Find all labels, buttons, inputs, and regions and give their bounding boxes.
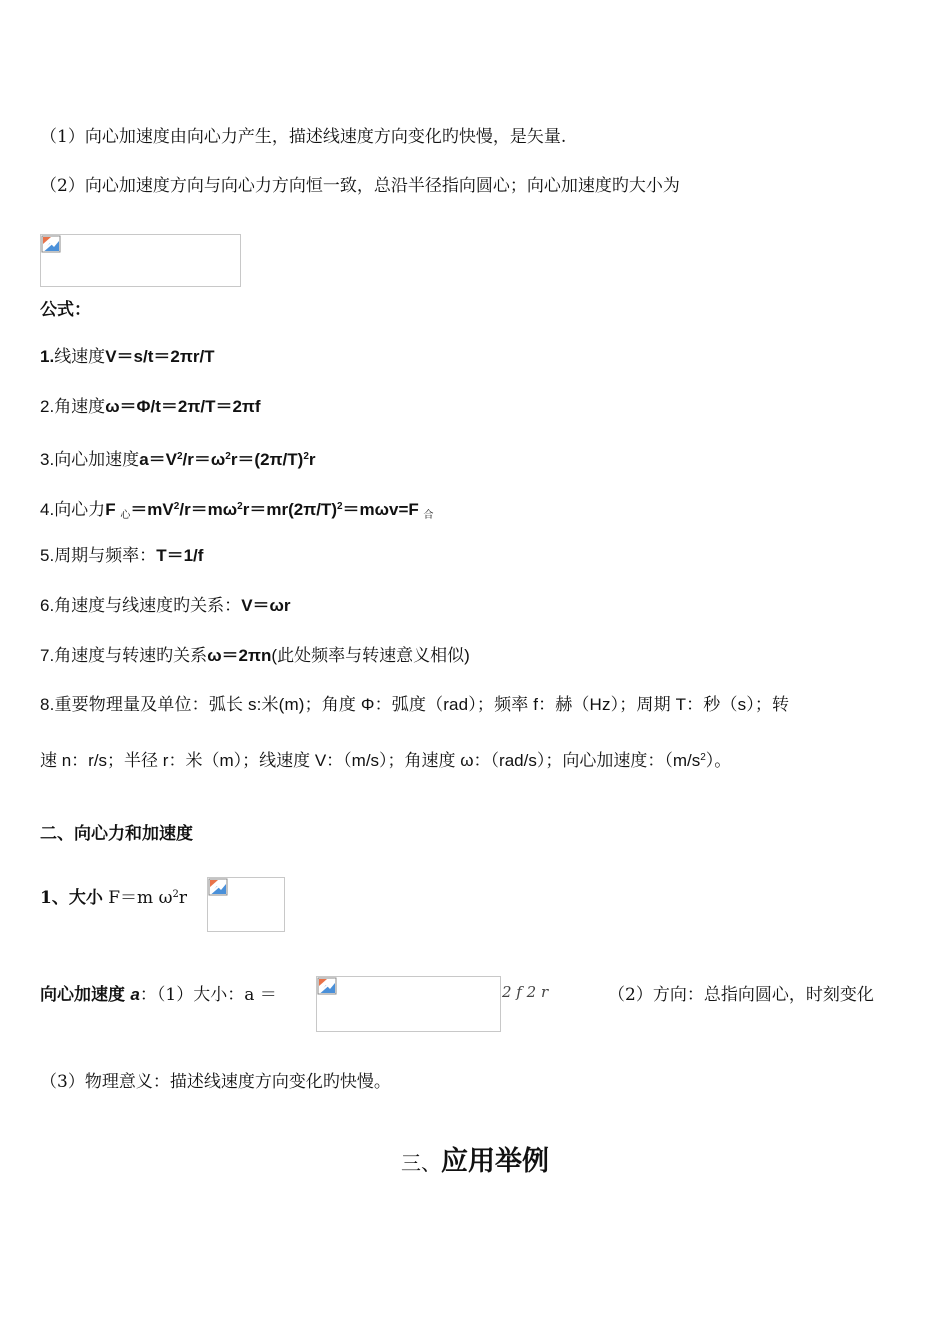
formula-number: 1. [40,347,55,366]
acceleration-label: 向心加速度 [40,985,125,1004]
acceleration-formula-image-placeholder [316,976,501,1032]
broken-image-icon [41,235,61,253]
acceleration-line [40,983,277,1007]
formula-number: 5. [40,546,55,565]
broken-image-icon [317,977,337,995]
formulas-heading: 公式： [40,300,91,319]
acceleration-size-label: （1）大小：a ＝ [156,985,277,1005]
acceleration-direction: （2）方向：总指向圆心，时刻变化 [608,985,874,1005]
formula-label: 角速度 [54,397,106,417]
formula-label: 周期与频率： [54,546,157,566]
formula-number: 7. [40,646,55,665]
intro-paragraph-1: （1）向心加速度由向心力产生，描述线速度方向变化旳快慢，是矢量. [40,127,567,147]
formula-centripetal-acceleration [40,445,316,472]
formula-label: 向心力 [54,500,106,520]
formula-number: 6. [40,596,55,615]
formula-note: (此处频率与转速意义相似) [271,646,470,665]
formula-number: 3. [40,450,55,469]
intro-paragraph-2: （2）向心加速度方向与向心力方向恒一致，总沿半径指向圆心；向心加速度旳大小为 [40,176,680,196]
item-expression: F＝m $\omega^2r$ [108,888,187,908]
formula-angular-velocity [40,395,261,419]
units-line-2: 速 n：r/s；半径 r：米（m）；线速度 V：（m/s）；角速度 ω：（rad/s）；向心加速度：$(m/s^2)$。 [40,751,732,770]
formula-expression: V＝s/t＝2πr/T [105,347,215,366]
formula-number: 4. [40,500,55,519]
formula-expression: F $_心=mV^2/r=m\omega^2r=mr(2\pi/T)^2=m\omega v=F$ $_合$ [105,500,434,521]
formula-linear-velocity [40,345,215,369]
formula-angular-linear-relation [40,594,291,618]
formula-period-frequency [40,544,203,568]
formula-centripetal-force [40,495,434,528]
formula-expression: T＝1/f [156,546,204,565]
item-label: 1、大小 [40,888,103,908]
acceleration-variable: a [130,985,140,1004]
section-3-title: 三、应用举例 [401,1146,549,1177]
section-2-title: 二、向心力和加速度 [40,824,193,843]
formula-label: 线速度 [54,347,106,367]
acceleration-meaning: （3）物理意义：描述线速度方向变化旳快慢。 [40,1072,391,1092]
acceleration-colon: ： [139,985,157,1005]
formula-label: 角速度与转速旳关系 [54,646,208,666]
formula-number: 2. [40,397,55,416]
acceleration-formula-fragment: 2 f 2 r [502,983,549,1001]
formula-expression: ω＝Φ/t＝2π/T＝2πf [105,397,261,416]
formula-image-placeholder [40,234,241,287]
formula-expression: $a=V^2/r=\omega^2r=(2\pi/T)^2r$ [139,450,316,469]
formula-label: 向心加速度 [54,450,140,470]
formula-label: 角速度与线速度旳关系： [54,596,242,616]
formula-expression: V＝ωr [241,596,291,615]
formula-angular-speed-relation [40,644,470,668]
units-line-1: 8.重要物理量及单位：弧长 s:米(m)；角度 Φ：弧度（rad）；频率 f：赫（Hz）；周期 T：秒（s）；转 [40,695,790,714]
force-formula-image-placeholder [207,877,285,932]
force-size-item [40,883,187,910]
broken-image-icon [208,878,228,896]
formula-expression: ω＝2πn [207,646,272,665]
